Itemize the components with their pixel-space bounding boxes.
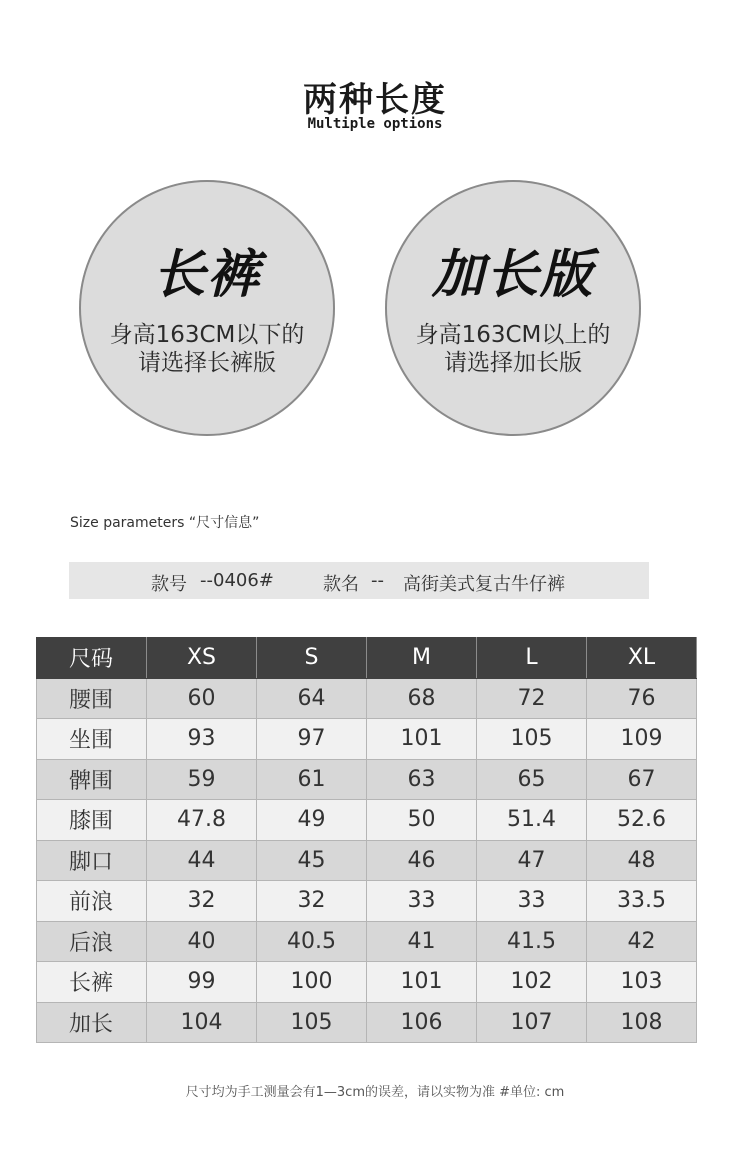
table-cell: 76 xyxy=(587,678,697,719)
option-title: 长裤 xyxy=(152,245,261,305)
column-header: XS xyxy=(147,638,257,679)
table-row xyxy=(37,1002,697,1043)
table-row xyxy=(37,840,697,881)
table-cell: 67 xyxy=(587,759,697,800)
table-cell: 41.5 xyxy=(477,921,587,962)
table-cell: 108 xyxy=(587,1002,697,1043)
row-label: 后浪 xyxy=(37,921,147,962)
size-parameters-label: Size parameters “尺寸信息” xyxy=(70,515,260,531)
column-header: XL xyxy=(587,638,697,679)
table-cell: 102 xyxy=(477,962,587,1003)
table-cell: 99 xyxy=(147,962,257,1003)
table-row xyxy=(37,921,697,962)
table-cell: 42 xyxy=(587,921,697,962)
table-cell: 101 xyxy=(367,962,477,1003)
table-cell: 72 xyxy=(477,678,587,719)
row-label: 脚口 xyxy=(37,840,147,881)
row-label: 腰围 xyxy=(37,678,147,719)
row-label: 膝围 xyxy=(37,800,147,841)
column-header: M xyxy=(367,638,477,679)
table-row xyxy=(37,719,697,760)
row-label: 加长 xyxy=(37,1002,147,1043)
column-header: 尺码 xyxy=(37,638,147,679)
style-number-label: 款号 xyxy=(151,574,187,595)
row-label: 长裤 xyxy=(37,962,147,1003)
table-cell: 105 xyxy=(477,719,587,760)
table-cell: 61 xyxy=(257,759,367,800)
table-cell: 49 xyxy=(257,800,367,841)
table-cell: 68 xyxy=(367,678,477,719)
table-cell: 50 xyxy=(367,800,477,841)
table-row xyxy=(37,678,697,719)
table-cell: 63 xyxy=(367,759,477,800)
option-circle-long-pants xyxy=(79,180,335,436)
table-cell: 64 xyxy=(257,678,367,719)
option-description-line2: 请选择加长版 xyxy=(444,350,582,376)
row-label: 坐围 xyxy=(37,719,147,760)
table-cell: 46 xyxy=(367,840,477,881)
table-row xyxy=(37,759,697,800)
option-title: 加长版 xyxy=(431,245,594,305)
table-cell: 109 xyxy=(587,719,697,760)
table-cell: 97 xyxy=(257,719,367,760)
table-cell: 65 xyxy=(477,759,587,800)
table-cell: 32 xyxy=(257,881,367,922)
table-cell: 47.8 xyxy=(147,800,257,841)
row-label: 髀围 xyxy=(37,759,147,800)
table-cell: 100 xyxy=(257,962,367,1003)
table-row xyxy=(37,800,697,841)
row-label: 前浪 xyxy=(37,881,147,922)
table-cell: 51.4 xyxy=(477,800,587,841)
style-name-value: 高街美式复古牛仔裤 xyxy=(403,574,565,595)
style-name-label: 款名 xyxy=(323,574,359,595)
table-cell: 40 xyxy=(147,921,257,962)
table-cell: 48 xyxy=(587,840,697,881)
column-header: S xyxy=(257,638,367,679)
option-circle-extended xyxy=(385,180,641,436)
table-cell: 103 xyxy=(587,962,697,1003)
table-cell: 41 xyxy=(367,921,477,962)
table-row xyxy=(37,962,697,1003)
measurement-footnote: 尺寸均为手工测量会有1—3cm的误差，请以实物为准 #单位: cm xyxy=(185,1085,565,1100)
table-cell: 33.5 xyxy=(587,881,697,922)
style-info-bar xyxy=(69,562,649,599)
column-header: L xyxy=(477,638,587,679)
table-cell: 33 xyxy=(477,881,587,922)
table-cell: 59 xyxy=(147,759,257,800)
page-title: 两种长度 xyxy=(303,80,447,120)
style-number-value: --0406# xyxy=(200,570,274,591)
table-header-row xyxy=(37,638,697,679)
style-name-separator: -- xyxy=(371,570,384,591)
table-cell: 44 xyxy=(147,840,257,881)
table-cell: 104 xyxy=(147,1002,257,1043)
table-cell: 60 xyxy=(147,678,257,719)
option-description-line1: 身高163CM以上的 xyxy=(415,322,611,348)
option-description-line1: 身高163CM以下的 xyxy=(109,322,305,348)
table-cell: 47 xyxy=(477,840,587,881)
page-subtitle: Multiple options xyxy=(307,116,443,132)
option-description-line2: 请选择长裤版 xyxy=(138,350,276,376)
table-cell: 40.5 xyxy=(257,921,367,962)
table-cell: 93 xyxy=(147,719,257,760)
table-row xyxy=(37,881,697,922)
size-table xyxy=(36,637,697,1043)
table-cell: 52.6 xyxy=(587,800,697,841)
table-cell: 32 xyxy=(147,881,257,922)
table-cell: 33 xyxy=(367,881,477,922)
table-cell: 45 xyxy=(257,840,367,881)
table-cell: 107 xyxy=(477,1002,587,1043)
table-cell: 105 xyxy=(257,1002,367,1043)
table-cell: 101 xyxy=(367,719,477,760)
table-cell: 106 xyxy=(367,1002,477,1043)
